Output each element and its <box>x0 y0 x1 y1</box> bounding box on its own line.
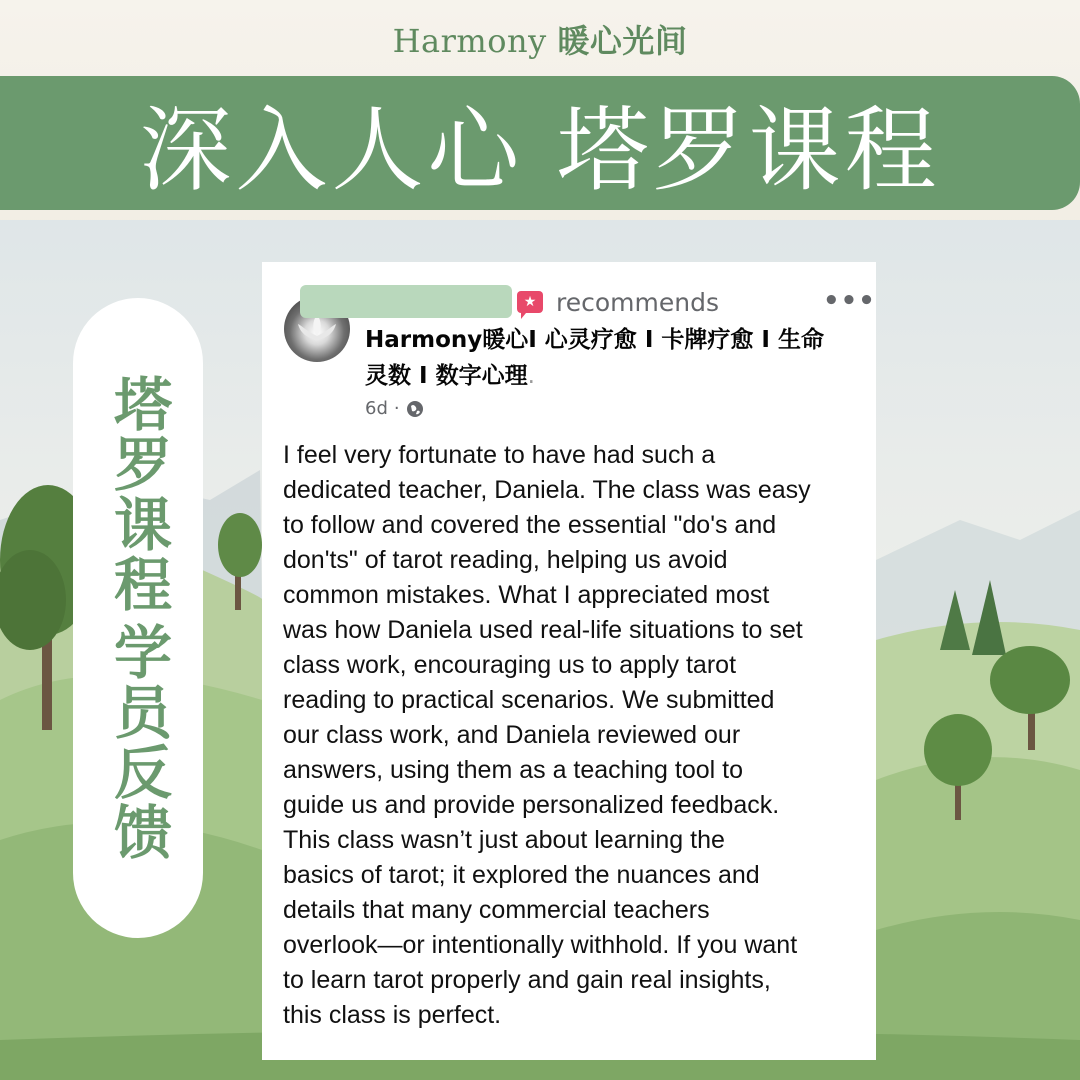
brand-latin: Harmony <box>392 22 547 60</box>
post-meta <box>365 398 424 419</box>
review-body-text: I feel very fortunate to have had such a dedicated teacher, Daniela. The class was easy to follow and covered the essential "do's and don'ts" of tarot reading, helping us avoid common mistakes. What I appreciated most was how Daniela used real-life situations to set class work, encouraging us to apply tarot reading to practical scenarios. We submitted our class work, and Daniela reviewed our answers, using them as a teaching tool to guide us and provide personalized feedback. This class wasn’t just about learning the basics of tarot; it explored the nuances and details that many commercial teachers overlook—or intentionally withhold. If you want to learn tarot properly and gain real insights, this class is perfect. <box>283 441 811 1029</box>
page-title: 深入人心 塔罗课程 <box>139 97 941 204</box>
side-label-line2: 学员反馈 <box>104 622 172 862</box>
side-label-line1: 塔罗课程 <box>104 374 172 614</box>
globe-icon <box>406 400 424 418</box>
brand-logo <box>0 16 1080 62</box>
more-icon[interactable]: ••• <box>823 286 876 316</box>
brand-chinese: 暖心光间 <box>557 22 688 60</box>
recommends-label: recommends <box>556 288 719 317</box>
post-time[interactable]: 6d <box>365 398 388 419</box>
redacted-user-name <box>300 285 512 318</box>
group-name-link[interactable] <box>365 322 835 394</box>
meta-separator: · <box>393 398 400 419</box>
group-suffix: . <box>527 363 535 389</box>
group-name: Harmony暖心I 心灵疗愈 I 卡牌疗愈 I 生命灵数 I 数字心理 <box>365 327 824 389</box>
title-banner <box>0 76 1080 210</box>
recommend-star-icon: ★ <box>517 291 543 313</box>
side-label-pill <box>73 298 203 938</box>
review-post-card <box>262 262 876 1060</box>
